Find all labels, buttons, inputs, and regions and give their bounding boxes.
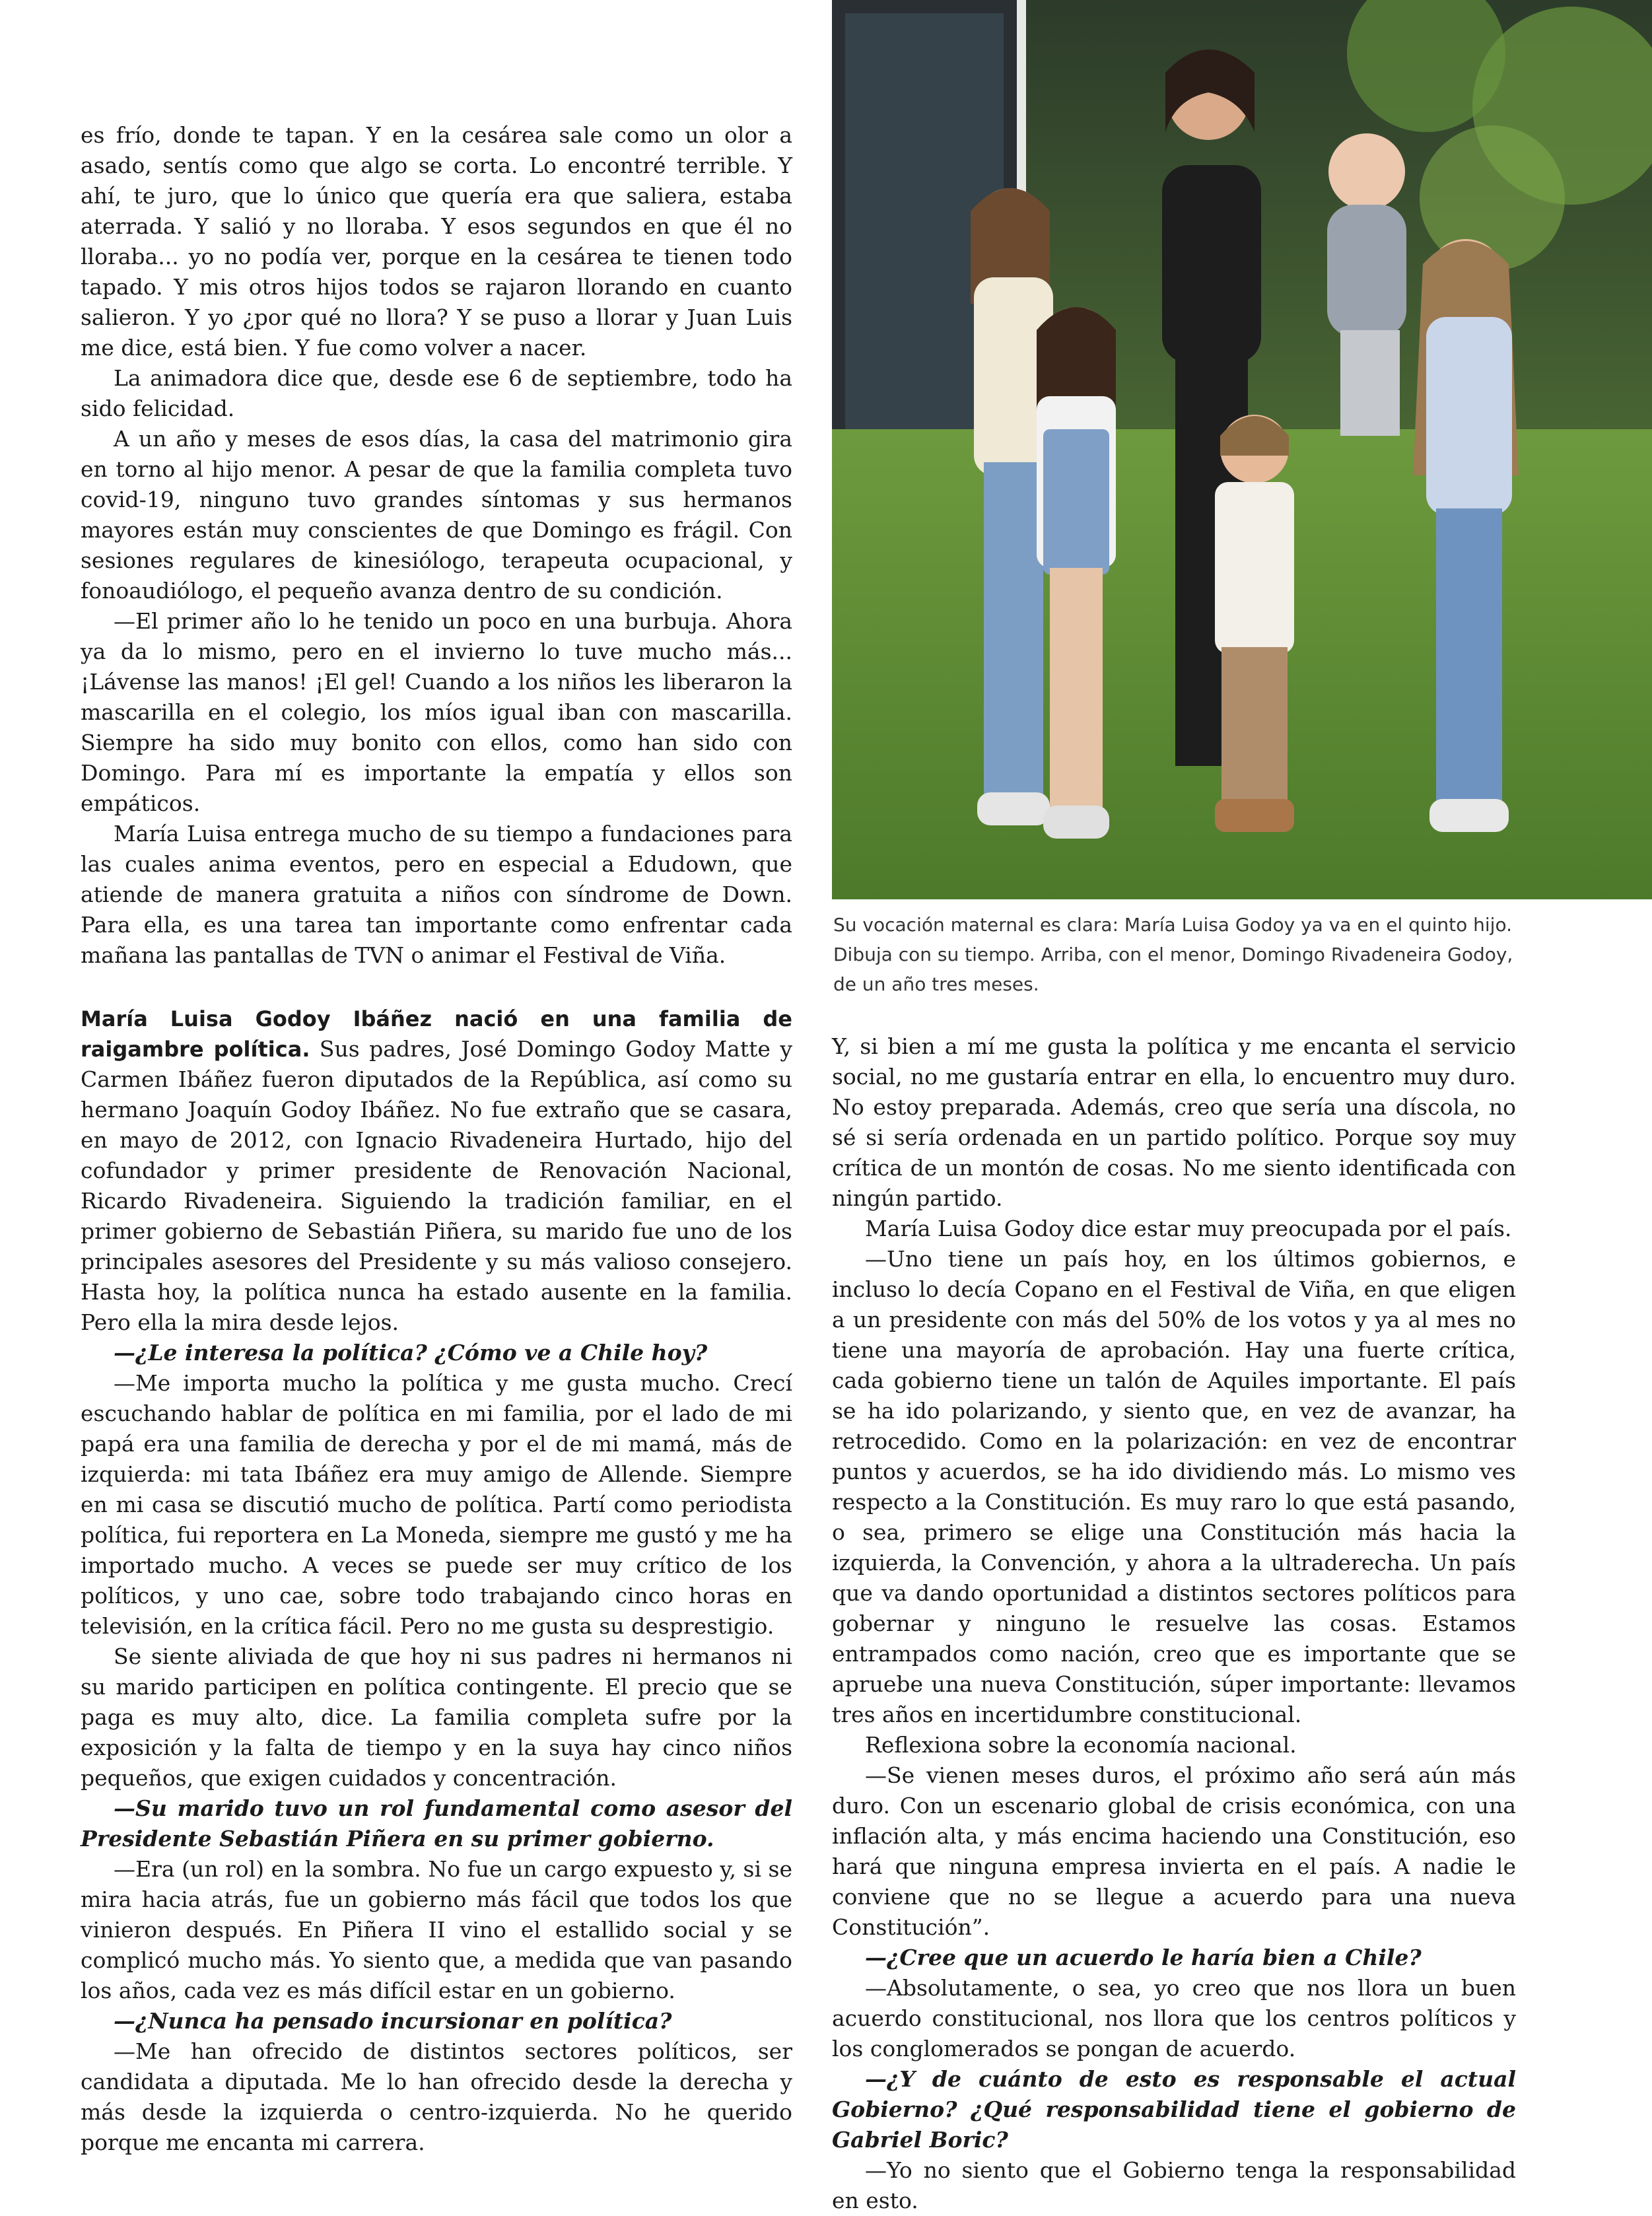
interview-answer: —Me han ofrecido de distintos sectores políticos, ser candidata a diputada. Me lo han ofrecido desde la derecha y más desde la izquierda o centro-izquierda. No he querido porque me encanta mi carrera.: [81, 2038, 792, 2155]
paragraph: María Luisa Godoy dice estar muy preocupada por el país.: [865, 1216, 1512, 1241]
right-column: [832, 1031, 1516, 2216]
section-lead: María Luisa Godoy Ibáñez nació en una familia de raigambre política.: [81, 1006, 792, 1062]
interview-question: —¿Cree que un acuerdo le haría bien a Chile?: [865, 1945, 1422, 1970]
interview-answer: —Me importa mucho la política y me gusta mucho. Crecí escuchando hablar de política en mi familia, por el lado de mi papá era una familia de derecha y por el de mi mamá, más de izquierda: mi tata Ibáñez era muy amigo de Allende. Siempre en mi casa se discutió mucho de política. Partí como periodista política, fui reportera en La Moneda, siempre me gustó y me ha importado mucho. A veces se puede ser muy crítico de los políticos, y uno cae, sobre todo trabajando cinco horas en televisión, en la crítica fácil. Pero no me gusta su desprestigio.: [81, 1370, 792, 1639]
interview-answer: —Yo no siento que el Gobierno tenga la responsabilidad en esto.: [832, 2157, 1516, 2213]
photo-caption: Su vocación maternal es clara: María Luisa Godoy ya va en el quinto hijo. Dibuja con su tiempo. Arriba, con el menor, Domingo Rivadeneira Godoy, de un año tres meses.: [833, 914, 1513, 995]
paragraph: —Uno tiene un país hoy, en los últimos gobiernos, e incluso lo decía Copano en el Festival de Viña, en que eligen a un presidente con más del 50% de los votos y ya al mes no tiene una mayoría de aprobación. Hay una fuerte crítica, cada gobierno tiene un talón de Aquiles importante. El país se ha ido polarizando, y siento que, en vez de avanzar, ha retrocedido. Como en la polarización: en vez de encontrar puntos y acuerdos, se ha ido dividiendo más. Lo mismo ves respecto a la Constitución. Es muy raro lo que está pasando, o sea, primero se elige una Constitución más hacia la izquierda, la Convención, y ahora a la ultraderecha. Un país que va dando oportunidad a distintos sectores políticos para gobernar y ninguno le resuelve las cosas. Estamos entrampados como nación, creo que es importante que se apruebe una nueva Constitución, súper importante: llevamos tres años en incertidumbre constitucional.: [832, 1246, 1516, 1727]
paragraph: A un año y meses de esos días, la casa del matrimonio gira en torno al hijo menor. A pesar de que la familia completa tuvo covid-19, ninguno tuvo grandes síntomas y sus hermanos mayores están muy conscientes de que Domingo es frágil. Con sesiones regulares de kinesiólogo, terapeuta ocupacional, y fonoaudiólogo, el pequeño avanza dentro de su condición.: [81, 426, 792, 604]
interview-answer: —Era (un rol) en la sombra. No fue un cargo expuesto y, si se mira hacia atrás, fue un gobierno más fácil que todos los que vinieron después. En Piñera II vino el estallido social y se complicó mucho más. Yo siento que, a medida que van pasando los años, cada vez es más difícil estar en un gobierno.: [81, 1856, 792, 2003]
paragraph: Reflexiona sobre la economía nacional.: [865, 1732, 1297, 1758]
paragraph: Y, si bien a mí me gusta la política y me encanta el servicio social, no me gustaría entrar en ella, lo encuentro muy duro. No estoy preparada. Además, creo que sería una díscola, no sé si sería ordenada en un partido político. Porque soy muy crítica de un montón de cosas. No me siento identificada con ningún partido.: [832, 1033, 1516, 1211]
left-column: [81, 120, 792, 2158]
interview-answer: —Se vienen meses duros, el próximo año será aún más duro. Con un escenario global de crisis económica, con una inflación alta, y más encima haciendo una Constitución, eso hará que ninguna empresa invierta en el país. A nadie le conviene que no se llegue a acuerdo para una nueva Constitución”.: [832, 1762, 1516, 1940]
interview-question: —¿Le interesa la política? ¿Cómo ve a Chile hoy?: [114, 1340, 708, 1366]
interview-answer: —Absolutamente, o sea, yo creo que nos llora un buen acuerdo constitucional, nos llora que los centros políticos y los conglomerados se pongan de acuerdo.: [832, 1975, 1516, 2061]
interview-question: —¿Y de cuánto de esto es responsable el actual Gobierno? ¿Qué responsabilidad tiene el gobierno de Gabriel Boric?: [832, 2066, 1516, 2153]
paragraph: La animadora dice que, desde ese 6 de septiembre, todo ha sido felicidad.: [81, 365, 792, 421]
family-photo-illustration: [832, 0, 1652, 899]
family-photo: [832, 0, 1652, 899]
paragraph: es frío, donde te tapan. Y en la cesárea sale como un olor a asado, sentís como que algo se corta. Lo encontré terrible. Y ahí, te juro, que lo único que quería era que saliera, estaba aterrada. Y salió y no lloraba. Y esos segundos en que él no lloraba... yo no podía ver, porque en la cesárea te tienen todo tapado. Y mis otros hijos todos se rajaron llorando en cuanto salieron. Y yo ¿por qué no llora? Y se puso a llorar y Juan Luis me dice, está bien. Y fue como volver a nacer.: [81, 122, 792, 361]
interview-question: —¿Nunca ha pensado incursionar en política?: [114, 2008, 672, 2034]
paragraph: Se siente aliviada de que hoy ni sus padres ni hermanos ni su marido participen en política contingente. El precio que se paga es muy alto, dice. La familia completa sufre por la exposición y la falta de tiempo y en la suya hay cinco niños pequeños, que exigen cuidados y concentración.: [81, 1644, 792, 1791]
section-paragraph: [81, 1004, 792, 1338]
paragraph: —El primer año lo he tenido un poco en una burbuja. Ahora ya da lo mismo, pero en el invierno lo tuve mucho más... ¡Lávense las manos! ¡El gel! Cuando a los niños les liberaron la mascarilla en el colegio, los míos igual iban con mascarilla. Siempre ha sido muy bonito con ellos, como han sido con Domingo. Para mí es importante la empatía y ellos son empáticos.: [81, 608, 792, 816]
interview-question: —Su marido tuvo un rol fundamental como asesor del Presidente Sebastián Piñera en su primer gobierno.: [81, 1795, 792, 1852]
paragraph: María Luisa entrega mucho de su tiempo a fundaciones para las cuales anima eventos, pero en especial a Edudown, que atiende de manera gratuita a niños con síndrome de Down. Para ella, es una tarea tan importante como enfrentar cada mañana las pantallas de TVN o animar el Festival de Viña.: [81, 821, 792, 968]
section-text: Sus padres, José Domingo Godoy Matte y Carmen Ibáñez fueron diputados de la República, así como su hermano Joaquín Godoy Ibáñez. No fue extraño que se casara, en mayo de 2012, con Ignacio Rivadeneira Hurtado, hijo del cofundador y primer presidente de Renovación Nacional, Ricardo Rivadeneira. Siguiendo la tradición familiar, en el primer gobierno de Sebastián Piñera, su marido fue uno de los principales asesores del Presidente y su más valioso consejero. Hasta hoy, la política nunca ha estado ausente en la familia. Pero ella la mira desde lejos.: [81, 1036, 792, 1335]
